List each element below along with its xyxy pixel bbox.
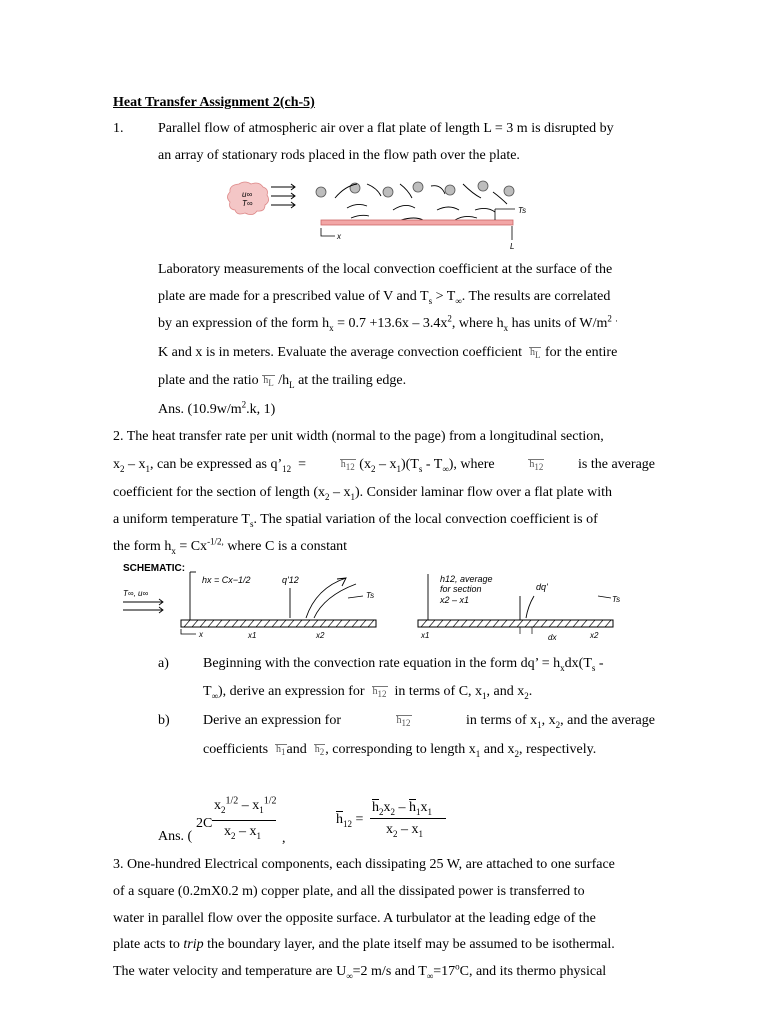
q1-paragraph-line-4: K and x is in meters. Evaluate the average convection coefficient $h_L$ for the entire [158, 345, 618, 361]
schematic-label: SCHEMATIC: [123, 563, 186, 574]
q2-text-line-4: a uniform temperature $T_s$. The spatial variation of the local convection coefficient is of [113, 512, 598, 529]
eq2-lhs: $\overline{h}_{12}$ = [336, 812, 364, 829]
q1-paragraph-line-5: plate and the ratio $h_L$ $/h_L$ at the trailing edge. [158, 373, 407, 390]
dx-label: dx [548, 633, 557, 642]
x2-label-right: x2 [590, 631, 599, 640]
question-1-number: 1. [113, 121, 124, 136]
part-a-label: a) [158, 656, 169, 671]
part-a-line-2: $T_\infty$), derive an expression for $h_{12}$ in terms of C, $x_1$, and $x_2$. [203, 684, 533, 701]
x1-label-left: x1 [248, 631, 257, 640]
x-label-left: x [199, 630, 203, 639]
q3-text-line-3: water in parallel flow over the opposite surface. A turbulator at the leading edge of the [113, 911, 596, 926]
q2-answer-prefix: Ans. ( [158, 829, 193, 844]
eq1-denominator: $x_2 - x_1$ [224, 824, 261, 841]
eq2-denominator: $x_2 - x_1$ [386, 822, 423, 839]
flat-plate-rods-figure [225, 178, 535, 250]
x2-label-left: x2 [316, 631, 325, 640]
h-bar-1-symbol: $h_1$ [276, 744, 286, 758]
h-bar-12-symbol-4: $h_{12}$ [396, 715, 411, 729]
eq1-numerator: $x_2^{1/2} - x_1^{1/2}$ [214, 795, 277, 815]
surface-temp-label-left: Ts [366, 591, 375, 600]
avg-coefficient-label-3: x2 – x1 [440, 595, 470, 605]
surface-temp-label-right: Ts [612, 595, 621, 604]
flat-plate [321, 220, 513, 225]
h-bar-12-symbol-3: $h_{12}$ [372, 686, 387, 700]
q2-text-line-1: 2. The heat transfer rate per unit width (normal to the page) from a longitudinal section, [113, 429, 604, 444]
local-coefficient-label: hx = Cx−1/2 [202, 575, 251, 585]
q1-paragraph-line-3: by an expression of the form $h_x = 0.7 +13.6x - 3.4x^2$, where $h_x$ has units of $W/m^2$ . [158, 313, 618, 333]
plate-length-label: L [510, 242, 515, 250]
q3-text-line-2: of a square (0.2mX0.2 m) copper plate, and all the dissipated power is transferred to [113, 884, 585, 899]
q1-text-line-2: an array of stationary rods placed in the flow path over the plate. [158, 148, 520, 163]
q2-text-line-5: the form $h_x = Cx^{-1/2,}$ where C is a constant [113, 536, 348, 556]
heat-rate-label: q'12 [282, 575, 299, 585]
q1-paragraph-line-1: Laboratory measurements of the local convection coefficient at the surface of the [158, 262, 613, 277]
h-bar-12-symbol: $h_{12}$ [340, 459, 355, 473]
x-axis-label: x [337, 232, 341, 241]
part-b-label: b) [158, 713, 170, 728]
q3-text-line-1: 3. One-hundred Electrical components, each dissipating 25 W, are attached to one surface [113, 857, 615, 872]
x1-label-right: x1 [421, 631, 430, 640]
q3-text-line-5: The water velocity and temperature are $U_\infty=2$ m/s and $T_\infty=17^oC$, and its thermo physical [113, 961, 607, 981]
avg-coefficient-label-2: for section [440, 584, 482, 594]
q2-text-line-2: $x_2 - x_1$, can be expressed as $q’_{12}$ = $h_{12}$ $(x_2 - x_1)(T_s - T_\infty)$, where $h_{12}$ is the average [113, 457, 655, 474]
q1-paragraph-line-2: plate are made for a prescribed value of V and $T_s > T_\infty$. The results are correlated [158, 289, 611, 306]
part-b-line-2: coefficients $h_1and$ $h_2$, corresponding to length $x_1$ and $x_2$, respectively. [203, 742, 597, 759]
stationary-rods [316, 181, 514, 197]
h-bar-L-symbol: $h_L$ [529, 347, 541, 361]
eq1-coefficient: 2C [196, 816, 213, 831]
q1-answer: Ans. ($10.9w/m^2.k$, 1) [158, 399, 276, 417]
flow-conditions-label: T∞, u∞ [123, 589, 149, 598]
part-b-line-1: Derive an expression for $h_{12}$ in terms of $x_1$, $x_2$, and the average [203, 713, 655, 730]
schematic-figure [118, 560, 638, 646]
q2-text-line-3: coefficient for the section of length $(x_2 - x_1)$. Consider laminar flow over a flat plate with [113, 485, 612, 502]
freestream-temperature-label: T∞ [242, 199, 253, 208]
q3-text-line-4: plate acts to trip the boundary layer, and the plate itself may be assumed to be isothermal. [113, 937, 615, 952]
h-bar-L-symbol-2: $h_L$ [263, 375, 274, 389]
flow-arrows [123, 599, 163, 613]
inflow-arrows [271, 184, 295, 208]
avg-coefficient-label-1: h12, average [440, 574, 493, 584]
part-a-line-1: Beginning with the convection rate equation in the form dq’ = $h_xdx(T_s$ - [203, 656, 604, 673]
h-bar-12-symbol-2: $h_{12}$ [529, 459, 544, 473]
eq2-numerator: $\overline{h}_2x_2 - \overline{h}_1x_1$ [372, 800, 432, 817]
differential-heat-label: dq' [536, 582, 548, 592]
freestream-velocity-label: u∞ [242, 190, 253, 199]
h-bar-2-symbol: $h_2$ [314, 744, 325, 758]
q2-answer-comma: , [282, 831, 286, 846]
surface-temperature-label: Ts [518, 206, 527, 215]
q1-text-line-1: Parallel flow of atmospheric air over a flat plate of length L = 3 m is disrupted by [158, 121, 614, 136]
page-title: Heat Transfer Assignment 2(ch-5) [113, 95, 315, 110]
